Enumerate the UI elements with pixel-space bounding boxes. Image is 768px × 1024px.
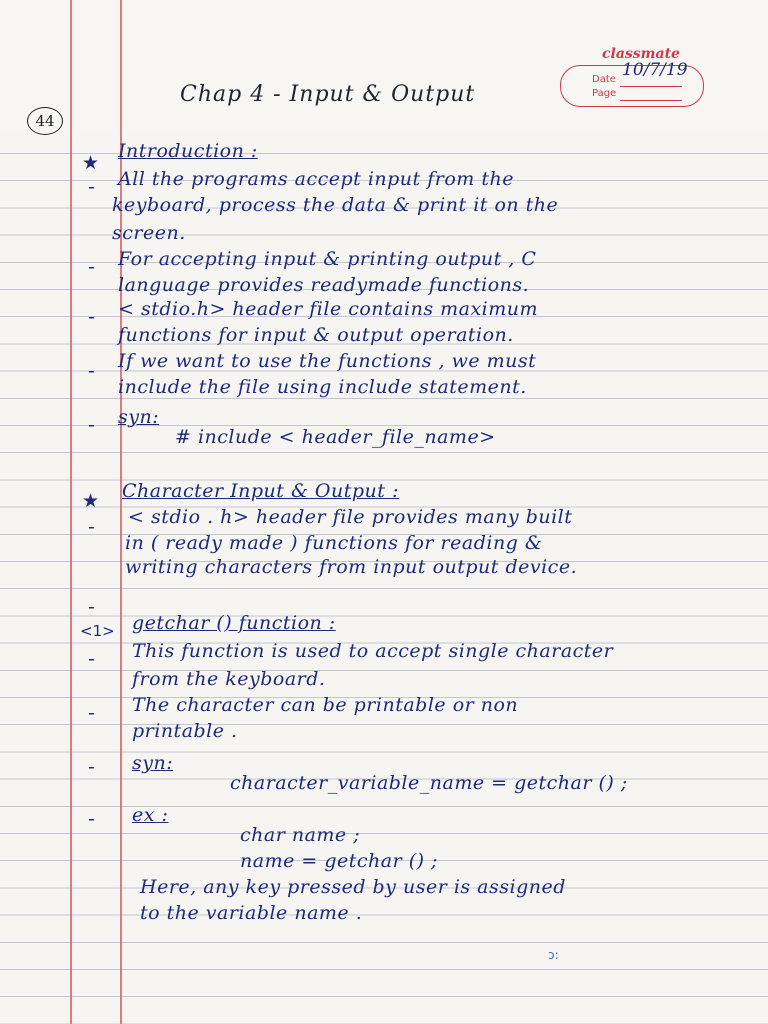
syntax-getchar: character_variable_name = getchar () ; bbox=[230, 772, 628, 794]
text-line: functions for input & output operation. bbox=[118, 324, 514, 346]
text-line: screen. bbox=[112, 222, 186, 244]
text-line: This function is used to accept single character bbox=[132, 640, 614, 662]
text-line: from the keyboard. bbox=[132, 668, 326, 690]
dash-marker: - bbox=[88, 648, 95, 670]
text-line: < stdio . h> header file provides many built bbox=[128, 506, 573, 528]
item-marker: <1> bbox=[80, 622, 115, 640]
code-line: name = getchar () ; bbox=[240, 850, 438, 872]
dash-marker: - bbox=[88, 414, 95, 436]
code-line: char name ; bbox=[240, 824, 361, 846]
text-line: writing characters from input output device. bbox=[125, 556, 578, 578]
chapter-title: Chap 4 - Input & Output bbox=[180, 82, 476, 107]
text-line: include the file using include statement. bbox=[118, 376, 527, 398]
margin-line-left bbox=[70, 0, 72, 1024]
dash-marker: - bbox=[88, 306, 95, 328]
heading-introduction: Introduction : bbox=[118, 140, 258, 162]
date-value: 10/7/19 bbox=[622, 60, 688, 80]
scribble-mark-icon: ɔ: bbox=[548, 948, 559, 962]
dash-marker: - bbox=[88, 596, 95, 618]
text-line: For accepting input & printing output , C bbox=[118, 248, 537, 270]
example-label: ex : bbox=[132, 804, 169, 826]
star-marker: ★ bbox=[82, 490, 100, 512]
text-line: language provides readymade functions. bbox=[118, 274, 530, 296]
syntax-label: syn: bbox=[118, 406, 160, 428]
text-line: in ( ready made ) functions for reading & bbox=[125, 532, 543, 554]
dash-marker: - bbox=[88, 516, 95, 538]
text-line: If we want to use the functions , we must bbox=[118, 350, 537, 372]
page-label: Page bbox=[592, 88, 617, 99]
text-line: All the programs accept input from the bbox=[118, 168, 514, 190]
text-line: to the variable name . bbox=[140, 902, 363, 924]
text-line: Here, any key pressed by user is assigned bbox=[140, 876, 566, 898]
dash-marker: - bbox=[88, 176, 95, 198]
syntax-label: syn: bbox=[132, 752, 174, 774]
brand-logo: classmate bbox=[602, 46, 680, 62]
text-line: keyboard, process the data & print it on the bbox=[112, 194, 559, 216]
star-marker: ★ bbox=[82, 152, 100, 174]
dash-marker: - bbox=[88, 808, 95, 830]
date-underline bbox=[620, 86, 682, 87]
heading-character-io: Character Input & Output : bbox=[122, 480, 399, 502]
dash-marker: - bbox=[88, 360, 95, 382]
text-line: The character can be printable or non bbox=[132, 694, 519, 716]
heading-getchar: getchar () function : bbox=[132, 612, 336, 634]
syntax-include: # include < header_file_name> bbox=[175, 426, 496, 448]
dash-marker: - bbox=[88, 756, 95, 778]
page-underline bbox=[620, 100, 682, 101]
text-line: < stdio.h> header file contains maximum bbox=[118, 298, 539, 320]
dash-marker: - bbox=[88, 256, 95, 278]
dash-marker: - bbox=[88, 702, 95, 724]
text-line: printable . bbox=[132, 720, 238, 742]
date-label: Date bbox=[592, 74, 616, 85]
page-number-circle: 44 bbox=[27, 107, 63, 135]
